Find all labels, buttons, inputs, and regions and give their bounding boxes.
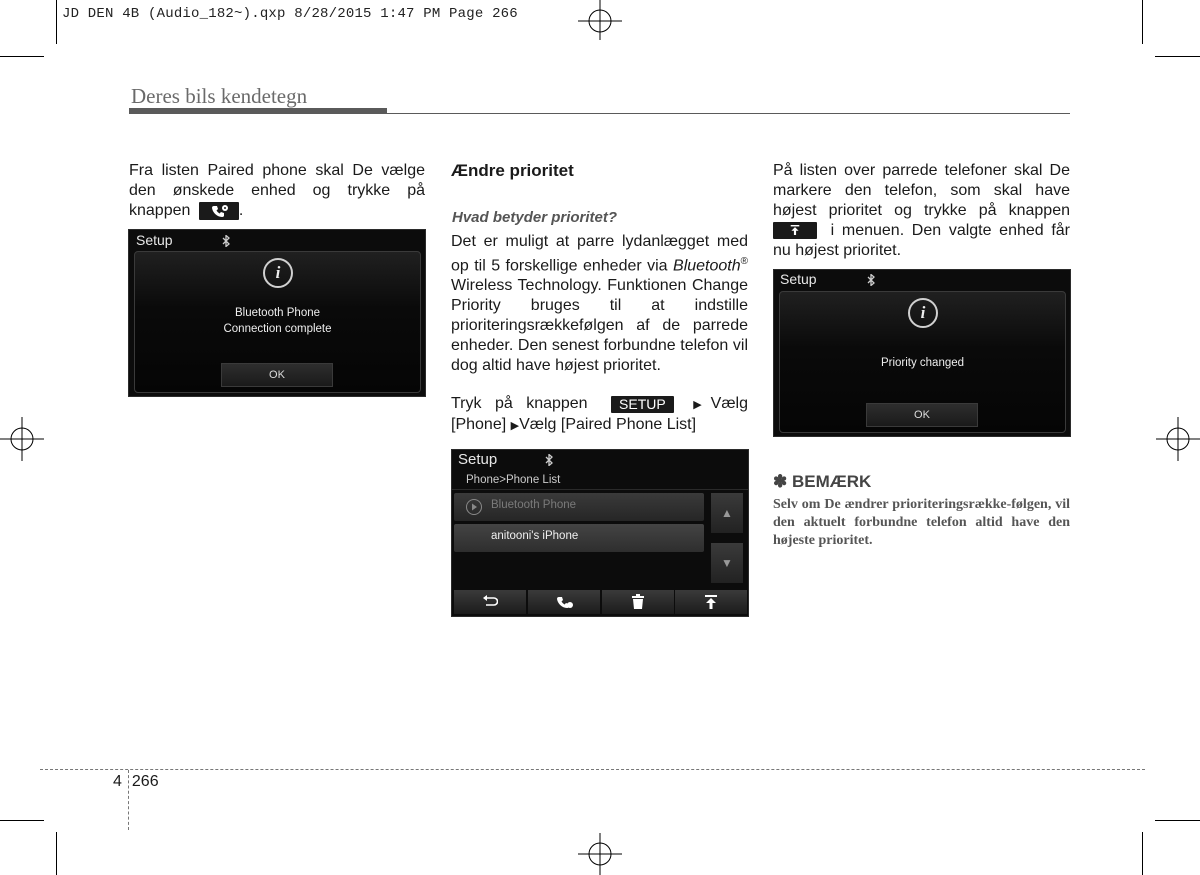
list-item[interactable]: Bluetooth Phone: [454, 493, 704, 521]
phone-list-screen: [451, 449, 749, 617]
ok-button[interactable]: OK: [221, 363, 333, 387]
ok-button[interactable]: OK: [866, 403, 978, 427]
scroll-up-button[interactable]: [711, 493, 743, 533]
registered-mark: ®: [740, 256, 748, 267]
screen-title: Setup: [780, 271, 817, 287]
section-heading: Ændre prioritet: [451, 161, 574, 180]
popup-message: Priority changed: [880, 357, 965, 369]
move-top-button[interactable]: [675, 590, 747, 614]
popup-dialog: [134, 251, 421, 393]
phone-settings-key: [199, 202, 239, 220]
arrow-right-icon: ▶: [510, 420, 520, 433]
setup-key: SETUP: [611, 396, 674, 413]
back-icon: [482, 595, 498, 609]
screen-title: Setup: [458, 451, 498, 468]
move-top-icon: [704, 594, 718, 610]
registration-mark: [0, 417, 44, 461]
footer-rule: [40, 769, 1145, 770]
registration-mark: [578, 0, 622, 40]
move-top-icon: [790, 224, 800, 236]
printer-slug: JD DEN 4B (Audio_182~).qxp 8/28/2015 1:47 PM Page 266: [62, 6, 518, 22]
header-rule: [129, 108, 387, 114]
middle-column: [451, 232, 748, 436]
scroll-down-button[interactable]: [711, 543, 743, 583]
move-top-key: [773, 222, 817, 239]
info-icon: i: [908, 298, 938, 328]
right-column: [773, 161, 1070, 261]
phone-settings-button[interactable]: [528, 590, 600, 614]
arrow-down-icon: ▼: [721, 556, 733, 570]
popup-dialog: [779, 291, 1066, 433]
note-title: ✽ BEMÆRK: [773, 472, 872, 491]
left-paragraph: Fra listen Paired phone skal De vælge den ønskede enhed og trykke på knappen .: [129, 162, 425, 219]
bluetooth-icon: [866, 274, 876, 286]
popup-message: Bluetooth Phone Connection complete: [223, 307, 332, 335]
header-rule-thin: [387, 113, 1070, 114]
delete-button[interactable]: [602, 590, 674, 614]
phone-settings-icon: [553, 594, 575, 610]
registration-mark: [578, 833, 622, 875]
registration-mark: [1156, 417, 1200, 461]
delete-icon: [631, 594, 645, 610]
section-title: Deres bils kendetegn: [131, 84, 308, 108]
bluetooth-icon: [221, 235, 231, 247]
page-number: 4 266: [113, 773, 159, 790]
back-button[interactable]: [454, 590, 526, 614]
left-column: [129, 161, 425, 221]
right-setup-screen: [773, 269, 1071, 437]
right-paragraph: På listen over parrede telefoner skal De markere den telefon, som skal have højest prioritet og trykke på knappen i menuen. Den valgte enhed får nu højest prioritet.: [773, 162, 1070, 259]
section-subheading: Hvad betyder prioritet?: [452, 209, 618, 226]
arrow-up-icon: ▲: [721, 506, 733, 520]
bluetooth-icon: [544, 454, 554, 466]
phone-settings-icon: [208, 203, 230, 219]
breadcrumb: Phone>Phone List: [466, 474, 561, 486]
left-setup-screen: [128, 229, 426, 397]
priority-paragraph: Det er muligt at parre lydanlægget med op til 5 forskellige enheder via Bluetooth® Wireless Technology. Funktionen Change Priority bruges til at indstille prioriteringsrækkefølgen af de parrede enheder. Den senest forbundne telefon vil dog altid have højest prioritet.: [451, 233, 748, 375]
info-icon: i: [263, 258, 293, 288]
list-item[interactable]: anitooni's iPhone: [454, 524, 704, 552]
screen-title: Setup: [136, 232, 173, 248]
arrow-right-icon: ▶: [693, 399, 711, 412]
play-icon: [465, 498, 483, 516]
note-body: Selv om De ændrer prioriteringsrække-følgen, vil den aktuelt forbundne telefon altid have den højeste prioritet.: [773, 497, 1070, 548]
instruction-paragraph: Tryk på knappen SETUP ▶Vælg [Phone] ▶Vælg [Paired Phone List]: [451, 395, 749, 434]
